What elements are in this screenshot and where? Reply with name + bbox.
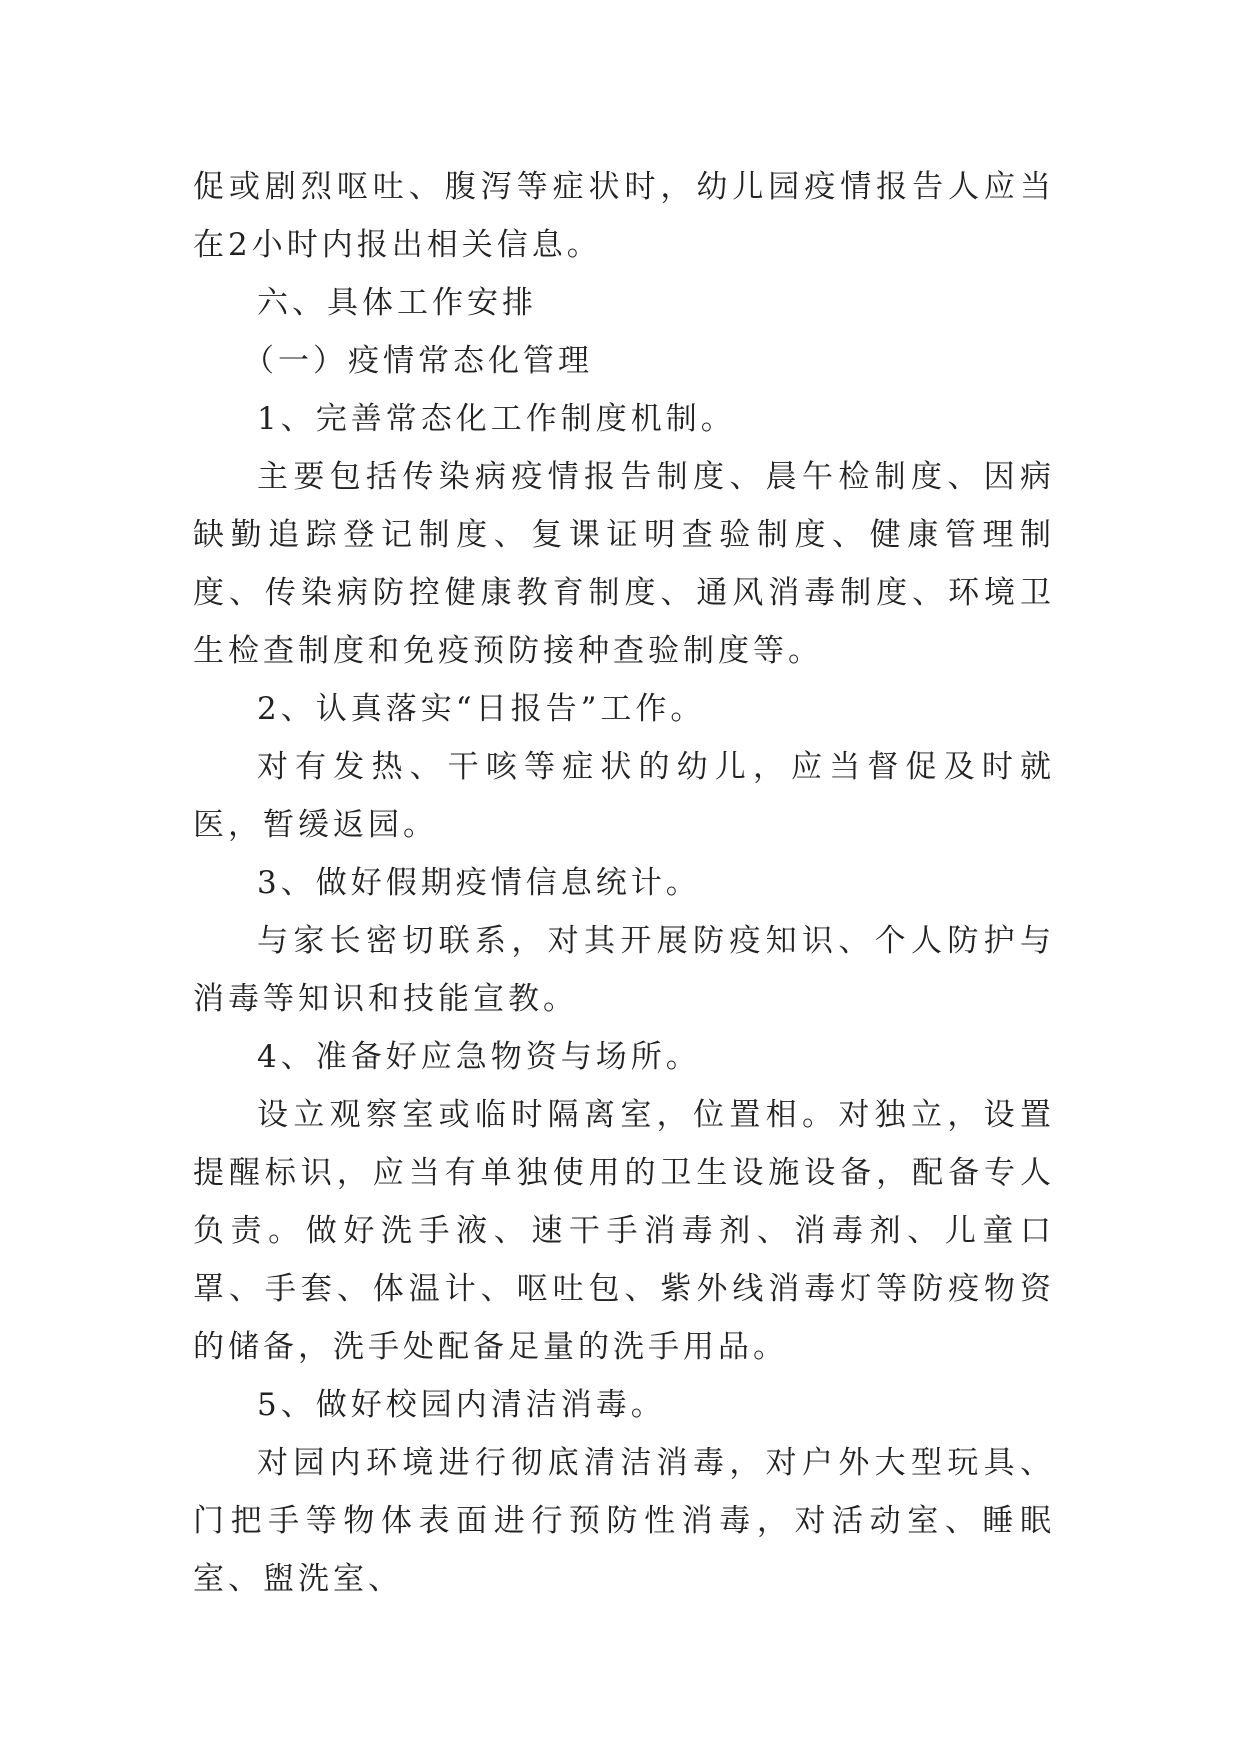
list-item-2-heading: 2、认真落实“日报告”工作。	[257, 691, 706, 727]
document-body	[193, 158, 1055, 1608]
section-heading-six: 六、具体工作安排	[257, 285, 537, 321]
list-item-3-body: 与家长密切联系，对其开展防疫知识、个人防护与消毒等知识和技能宣教。	[193, 923, 1055, 1017]
list-item-1-body: 主要包括传染病疫情报告制度、晨午检制度、因病缺勤追踪登记制度、复课证明查验制度、健康管理制度、传染病防控健康教育制度、通风消毒制度、环境卫生检查制度和免疫预防接种查验制度等。	[193, 459, 1055, 669]
list-item-5-heading: 5、做好校园内清洁消毒。	[257, 1387, 666, 1423]
list-item-5-body: 对园内环境进行彻底清洁消毒，对户外大型玩具、门把手等物体表面进行预防性消毒，对活动室、睡眠室、盥洗室、	[193, 1445, 1055, 1597]
subsection-heading-one: （一）疫情常态化管理	[243, 343, 593, 379]
list-item-4-heading: 4、准备好应急物资与场所。	[257, 1039, 701, 1075]
paragraph-continuation: 促或剧烈呕吐、腹泻等症状时，幼儿园疫情报告人应当在2小时内报出相关信息。	[193, 169, 1055, 263]
list-item-4-body: 设立观察室或临时隔离室，位置相。对独立，设置提醒标识，应当有单独使用的卫生设施设备，配备专人负责。做好洗手液、速干手消毒剂、消毒剂、儿童口罩、手套、体温计、呕吐包、紫外线消毒灯等防疫物资的储备，洗手处配备足量的洗手用品。	[193, 1097, 1055, 1365]
list-item-3-heading: 3、做好假期疫情信息统计。	[257, 865, 701, 901]
list-item-2-body: 对有发热、干咳等症状的幼儿，应当督促及时就医，暂缓返园。	[193, 749, 1055, 843]
list-item-1-heading: 1、完善常态化工作制度机制。	[257, 401, 736, 437]
